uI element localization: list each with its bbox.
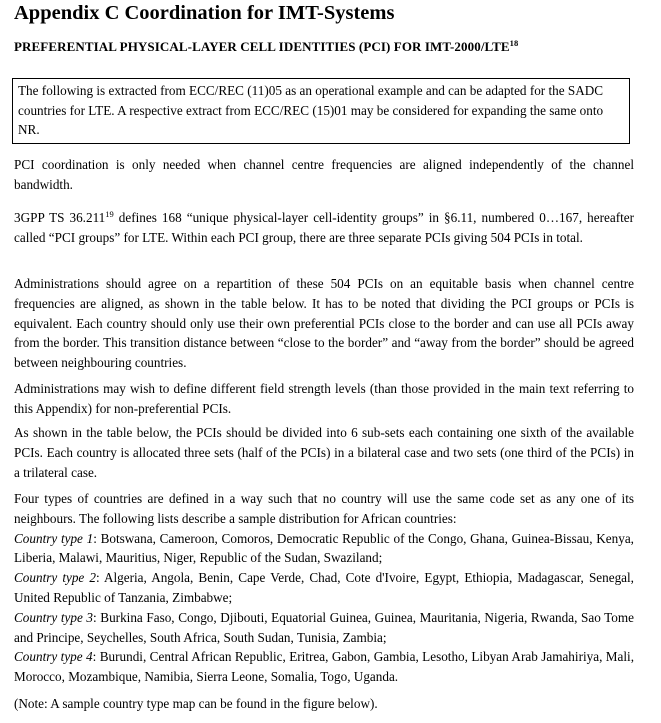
footnote-ref-19: 19 (105, 209, 114, 219)
paragraph-pci-coordination: PCI coordination is only needed when channel centre frequencies are aligned independently of the channel bandwidth. (14, 157, 634, 192)
paragraph-3gpp-prefix: 3GPP TS 36.211 (14, 210, 106, 225)
appendix-title: Appendix C Coordination for IMT-Systems (14, 2, 395, 24)
paragraph-note-map: (Note: A sample country type map can be found in the figure below). (14, 696, 378, 711)
note-box (12, 78, 630, 144)
country-type-2-label: Country type 2 (14, 570, 96, 586)
country-type-4-list: : Burundi, Central African Republic, Eritrea, Gabon, Gambia, Lesotho, Libyan Arab Jamahiriya, Mali, Morocco, Mozambique, Namibia, Sierra Leone, Somalia, Togo, Uganda. (14, 649, 634, 685)
paragraph-country-types (14, 489, 634, 687)
paragraph-subsets: As shown in the table below, the PCIs should be divided into 6 sub-sets each containing one sixth of the available PCIs. Each country is allocated three sets (half of the PCIs) in a bilateral case and two sets (one third of the PCIs) in a trilateral case. (14, 425, 634, 480)
section-subtitle (14, 38, 518, 56)
country-types-intro: Four types of countries are defined in a way such that no country will use the same code set as any one of its neighbours. The following lists describe a sample distribution for African countries: (14, 491, 634, 526)
country-type-4-label: Country type 4 (14, 649, 93, 665)
paragraph-3gpp (14, 208, 634, 248)
paragraph-field-strength: Administrations may wish to define different field strength levels (than those provided in the main text referring to this Appendix) for non-preferential PCIs. (14, 381, 634, 416)
country-type-3-label: Country type 3 (14, 609, 94, 625)
country-type-3-list: : Burkina Faso, Congo, Djibouti, Equatorial Guinea, Guinea, Mauritania, Nigeria, Rwanda, Sao Tome and Principe, Seychelles, South Africa, South Sudan, Tunisia, Zambia; (14, 609, 634, 645)
paragraph-3gpp-rest: defines 168 “unique physical-layer cell-identity groups” in §6.11, numbered 0…167, hereafter called “PCI groups” for LTE. Within each PCI group, there are three separate PCIs giving 504 PCIs in total. (14, 210, 634, 245)
subtitle-text: PREFERENTIAL PHYSICAL-LAYER CELL IDENTITIES (PCI) FOR IMT-2000/LTE (14, 39, 510, 54)
paragraph-repartition: Administrations should agree on a repartition of these 504 PCIs on an equitable basis when channel centre frequencies are aligned, as shown in the table below. It has to be noted that dividing the PCI groups or PCIs is equivalent. Each country should only use their own preferential PCIs close to the border and can use all PCIs away from the border. This transition distance between “close to the border” and “away from the border” should be agreed between neighbouring countries. (14, 276, 634, 371)
country-type-2-list: : Algeria, Angola, Benin, Cape Verde, Chad, Cote d'Ivoire, Egypt, Ethiopia, Madagascar, Senegal, United Republic of Tanzania, Zimbabwe; (14, 570, 634, 605)
country-type-1-list: : Botswana, Cameroon, Comoros, Democratic Republic of the Congo, Ghana, Guinea-Bissau, Kenya, Liberia, Malawi, Mauritius, Niger, Republic of the Sudan, Swaziland; (14, 530, 634, 566)
country-type-1-label: Country type 1 (14, 530, 94, 546)
note-box-text: The following is extracted from ECC/REC (11)05 as an operational example and can be adapted for the SADC countries for LTE. A respective extract from ECC/REC (15)01 may be considered for expanding the same onto NR. (18, 83, 604, 137)
footnote-ref-18: 18 (509, 38, 519, 48)
